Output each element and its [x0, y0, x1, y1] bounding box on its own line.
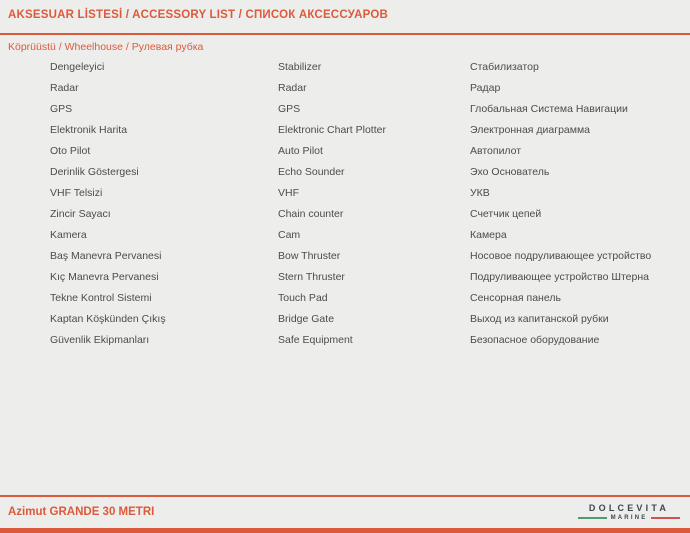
footer-model-name: Azimut GRANDE 30 METRI: [8, 506, 155, 518]
accessory-name-tr: GPS: [50, 103, 73, 115]
accessory-row: [0, 141, 690, 162]
logo-subtitle-row: [578, 515, 680, 521]
footer-divider: [0, 495, 690, 497]
accessory-name-en: Safe Equipment: [278, 334, 353, 346]
accessory-name-en: Cam: [278, 229, 301, 241]
accessory-name-ru: Выход из капитанской рубки: [470, 313, 609, 325]
accessory-row: [0, 78, 690, 99]
accessory-name-tr: Tekne Kontrol Sistemi: [50, 292, 152, 304]
accessory-name-ru: Автопилот: [470, 145, 522, 157]
accessory-name-en: Bridge Gate: [278, 313, 335, 325]
accessory-name-ru: Сенсорная панель: [470, 292, 561, 304]
bottom-accent-bar: [0, 528, 690, 533]
accessory-row: [0, 225, 690, 246]
accessory-name-tr: Kıç Manevra Pervanesi: [50, 271, 159, 283]
accessory-row: [0, 330, 690, 351]
accessory-name-tr: Güvenlik Ekipmanları: [50, 334, 150, 346]
accessory-name-tr: Kamera: [50, 229, 87, 241]
accessory-row: [0, 99, 690, 120]
accessory-name-en: Auto Pilot: [278, 145, 323, 157]
accessory-name-en: Stabilizer: [278, 61, 322, 73]
accessory-name-tr: Baş Manevra Pervanesi: [50, 250, 162, 262]
accessory-row: [0, 57, 690, 78]
accessory-name-en: Touch Pad: [278, 292, 328, 304]
accessory-row: [0, 267, 690, 288]
accessory-name-ru: Радар: [470, 82, 501, 94]
accessory-name-ru: Электронная диаграмма: [470, 124, 591, 136]
accessory-name-en: Stern Thruster: [278, 271, 345, 283]
accessory-name-tr: Kaptan Köşkünden Çıkış: [50, 313, 166, 325]
accessory-list: [0, 57, 690, 351]
section-title-wheelhouse: Köprüüstü / Wheelhouse / Рулевая рубка: [8, 41, 204, 53]
accessory-name-en: Chain counter: [278, 208, 344, 220]
accessory-name-en: Echo Sounder: [278, 166, 345, 178]
accessory-name-en: VHF: [278, 187, 299, 199]
accessory-name-ru: Подруливающее устройство Штерна: [470, 271, 649, 283]
dolcevita-marine-logo: [578, 503, 680, 521]
accessory-name-ru: Носовое подруливающее устройство: [470, 250, 652, 262]
logo-subtitle: MARINE: [610, 515, 648, 521]
accessory-row: [0, 288, 690, 309]
accessory-name-ru: Глобальная Система Навигации: [470, 103, 628, 115]
accessory-name-en: Radar: [278, 82, 307, 94]
accessory-row: [0, 204, 690, 225]
logo-underline-red: [651, 517, 680, 519]
accessory-name-tr: Derinlik Göstergesi: [50, 166, 139, 178]
accessory-name-en: GPS: [278, 103, 301, 115]
accessory-name-tr: VHF Telsizi: [50, 187, 103, 199]
accessory-name-tr: Dengeleyici: [50, 61, 105, 73]
accessory-name-tr: Oto Pilot: [50, 145, 91, 157]
accessory-name-ru: Безопасное оборудование: [470, 334, 600, 346]
page-title: AKSESUAR LİSTESİ / ACCESSORY LIST / СПИСОК АКСЕССУАРОВ: [8, 9, 389, 21]
accessory-row: [0, 183, 690, 204]
accessory-name-ru: Стабилизатор: [470, 61, 539, 73]
accessory-name-tr: Elektronik Harita: [50, 124, 128, 136]
accessory-row: [0, 309, 690, 330]
accessory-name-ru: Счетчик цепей: [470, 208, 542, 220]
header-divider: [0, 33, 690, 35]
accessory-row: [0, 246, 690, 267]
accessory-name-tr: Radar: [50, 82, 79, 94]
accessory-name-en: Bow Thruster: [278, 250, 341, 262]
logo-wordmark: DOLCEVITA: [588, 503, 670, 513]
accessory-name-ru: Камера: [470, 229, 507, 241]
logo-underline-green: [578, 517, 607, 519]
accessory-name-en: Elektronic Chart Plotter: [278, 124, 386, 136]
accessory-name-tr: Zincir Sayacı: [50, 208, 111, 220]
accessory-row: [0, 120, 690, 141]
accessory-row: [0, 162, 690, 183]
accessory-name-ru: УКВ: [470, 187, 490, 199]
accessory-name-ru: Эхо Основатель: [470, 166, 550, 178]
